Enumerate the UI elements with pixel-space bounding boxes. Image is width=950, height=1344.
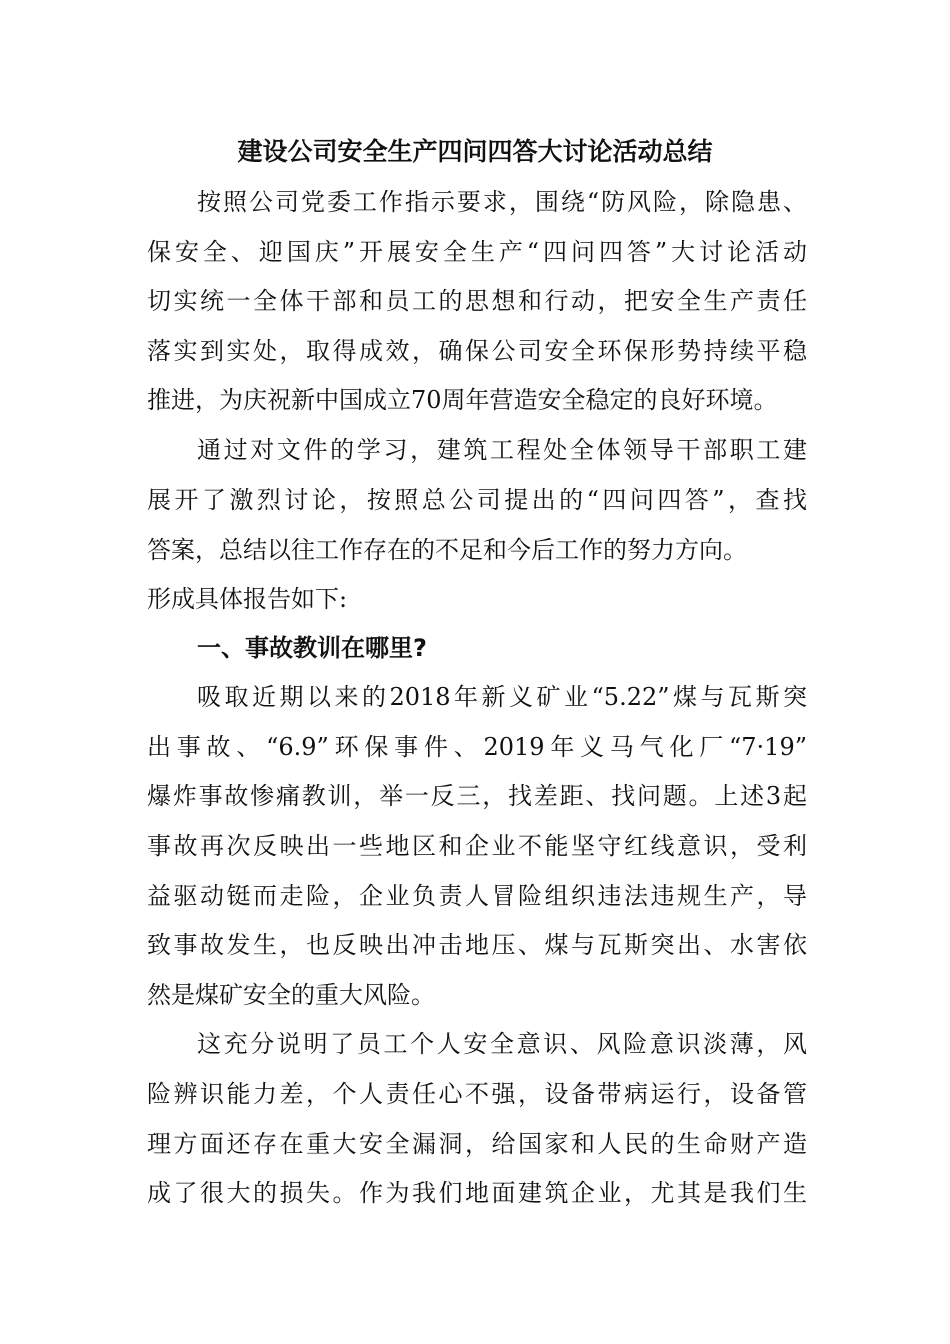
paragraph-4-line-1: 这充分说明了员工个人安全意识、风险意识淡薄，风 bbox=[197, 1030, 807, 1058]
paragraph-1-line-4: 落实到实处，取得成效，确保公司安全环保形势持续平稳 bbox=[147, 337, 807, 365]
paragraph-2-line-1: 通过对文件的学习，建筑工程处全体领导干部职工建 bbox=[197, 436, 807, 464]
section-1-heading: 一、事故教训在哪里? bbox=[197, 634, 427, 662]
paragraph-1-line-1: 按照公司党委工作指示要求，围绕“防风险，除隐患、 bbox=[197, 188, 807, 216]
paragraph-3-line-1: 吸取近期以来的2018年新义矿业“5.22”煤与瓦斯突 bbox=[197, 683, 807, 711]
paragraph-3-line-5: 益驱动铤而走险，企业负责人冒险组织违法违规生产，导 bbox=[147, 882, 807, 910]
paragraph-2-line-3: 答案，总结以往工作存在的不足和今后工作的努力方向。 bbox=[147, 536, 747, 564]
paragraph-1-line-2: 保安全、迎国庆”开展安全生产“四问四答”大讨论活动 bbox=[147, 238, 807, 266]
paragraph-1-line-5: 推进，为庆祝新中国成立70周年营造安全稳定的良好环境。 bbox=[147, 386, 778, 414]
paragraph-4-line-4: 成了很大的损失。作为我们地面建筑企业，尤其是我们生 bbox=[147, 1179, 807, 1207]
paragraph-2-line-4: 形成具体报告如下: bbox=[147, 585, 348, 613]
paragraph-3-line-3: 爆炸事故惨痛教训，举一反三，找差距、找问题。上述3起 bbox=[147, 782, 807, 810]
document-title: 建设公司安全生产四问四答大讨论活动总结 bbox=[237, 137, 713, 166]
paragraph-3-line-4: 事故再次反映出一些地区和企业不能坚守红线意识，受利 bbox=[147, 832, 807, 860]
paragraph-3-line-6: 致事故发生，也反映出冲击地压、煤与瓦斯突出、水害依 bbox=[147, 931, 807, 959]
paragraph-1-line-3: 切实统一全体干部和员工的思想和行动，把安全生产责任 bbox=[147, 287, 807, 315]
paragraph-4-line-2: 险辨识能力差，个人责任心不强，设备带病运行，设备管 bbox=[147, 1080, 807, 1108]
paragraph-3-line-7: 然是煤矿安全的重大风险。 bbox=[147, 981, 435, 1009]
paragraph-4-line-3: 理方面还存在重大安全漏洞，给国家和人民的生命财产造 bbox=[147, 1130, 807, 1158]
paragraph-2-line-2: 展开了激烈讨论，按照总公司提出的“四问四答”，查找 bbox=[147, 486, 807, 514]
paragraph-3-line-2: 出事故、“6.9”环保事件、2019年义马气化厂“7·19” bbox=[147, 733, 807, 761]
